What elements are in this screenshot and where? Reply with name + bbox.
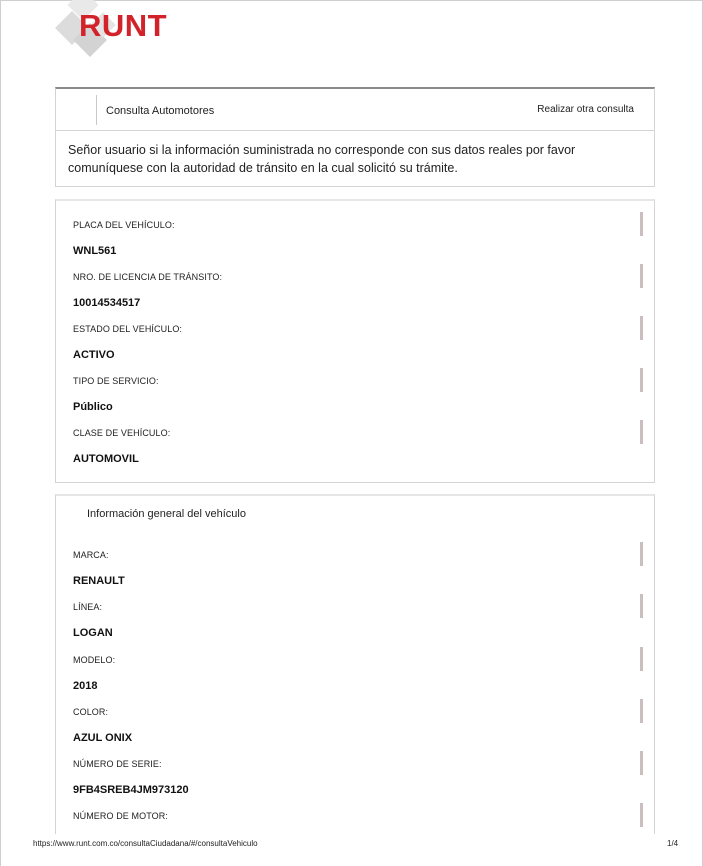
general-info-card xyxy=(55,494,655,834)
field-value: AZUL ONIX xyxy=(73,732,133,744)
field-marker xyxy=(640,803,643,827)
field-label: MARCA: xyxy=(73,550,109,560)
consulta-header xyxy=(55,87,655,131)
field-value: Público xyxy=(73,401,113,413)
field-label: PLACA DEL VEHÍCULO: xyxy=(73,220,175,230)
field-marker xyxy=(640,212,643,236)
field-label: NRO. DE LICENCIA DE TRÁNSITO: xyxy=(73,272,223,282)
user-notice: Señor usuario si la información suministrada no corresponde con sus datos reales por favor comuníquese con la autoridad de tránsito en la cual solicitó su trámite. xyxy=(55,131,655,187)
vehicle-summary-card xyxy=(55,199,655,483)
field-label: NÚMERO DE SERIE: xyxy=(73,759,162,769)
field-label: COLOR: xyxy=(73,707,109,717)
field-label: CLASE DE VEHÍCULO: xyxy=(73,428,171,438)
field-value: 9FB4SREB4JM973120 xyxy=(73,784,189,796)
page-title: Consulta Automotores xyxy=(106,105,215,117)
field-value: WNL561 xyxy=(73,245,117,257)
field-servicio xyxy=(73,357,643,413)
header-divider xyxy=(96,95,97,125)
field-licencia xyxy=(73,253,643,309)
section-title: Información general del vehículo xyxy=(87,508,246,520)
logo-text: RUNT xyxy=(79,8,168,43)
field-estado xyxy=(73,305,643,361)
field-label: NÚMERO DE MOTOR: xyxy=(73,811,168,821)
field-value: ACTIVO xyxy=(73,349,115,361)
field-linea xyxy=(73,583,643,639)
runt-logo xyxy=(54,0,214,70)
field-label: LÍNEA: xyxy=(73,602,103,612)
field-value: RENAULT xyxy=(73,575,125,587)
new-query-link[interactable]: Realizar otra consulta xyxy=(537,104,634,115)
field-marker xyxy=(640,316,643,340)
field-marker xyxy=(640,420,643,444)
field-modelo xyxy=(73,636,643,692)
footer-url: https://www.runt.com.co/consultaCiudadana/#/consultaVehiculo xyxy=(33,839,258,848)
field-marker xyxy=(640,368,643,392)
field-marker xyxy=(640,751,643,775)
field-marca xyxy=(73,531,643,587)
field-color xyxy=(73,688,643,744)
field-serie xyxy=(73,740,643,796)
field-label: TIPO DE SERVICIO: xyxy=(73,376,159,386)
field-motor xyxy=(73,792,643,844)
field-value: 10014534517 xyxy=(73,297,141,309)
field-clase xyxy=(73,409,643,465)
page-border xyxy=(0,0,1,866)
field-marker xyxy=(640,647,643,671)
field-placa xyxy=(73,201,643,257)
field-value: LOGAN xyxy=(73,627,113,639)
field-label: MODELO: xyxy=(73,655,116,665)
page-number: 1/4 xyxy=(667,839,679,848)
field-marker xyxy=(640,594,643,618)
field-marker xyxy=(640,699,643,723)
field-value: AUTOMOVIL xyxy=(73,453,139,465)
field-label: ESTADO DEL VEHÍCULO: xyxy=(73,324,183,334)
field-marker xyxy=(640,264,643,288)
field-marker xyxy=(640,542,643,566)
field-value: 2018 xyxy=(73,680,98,692)
